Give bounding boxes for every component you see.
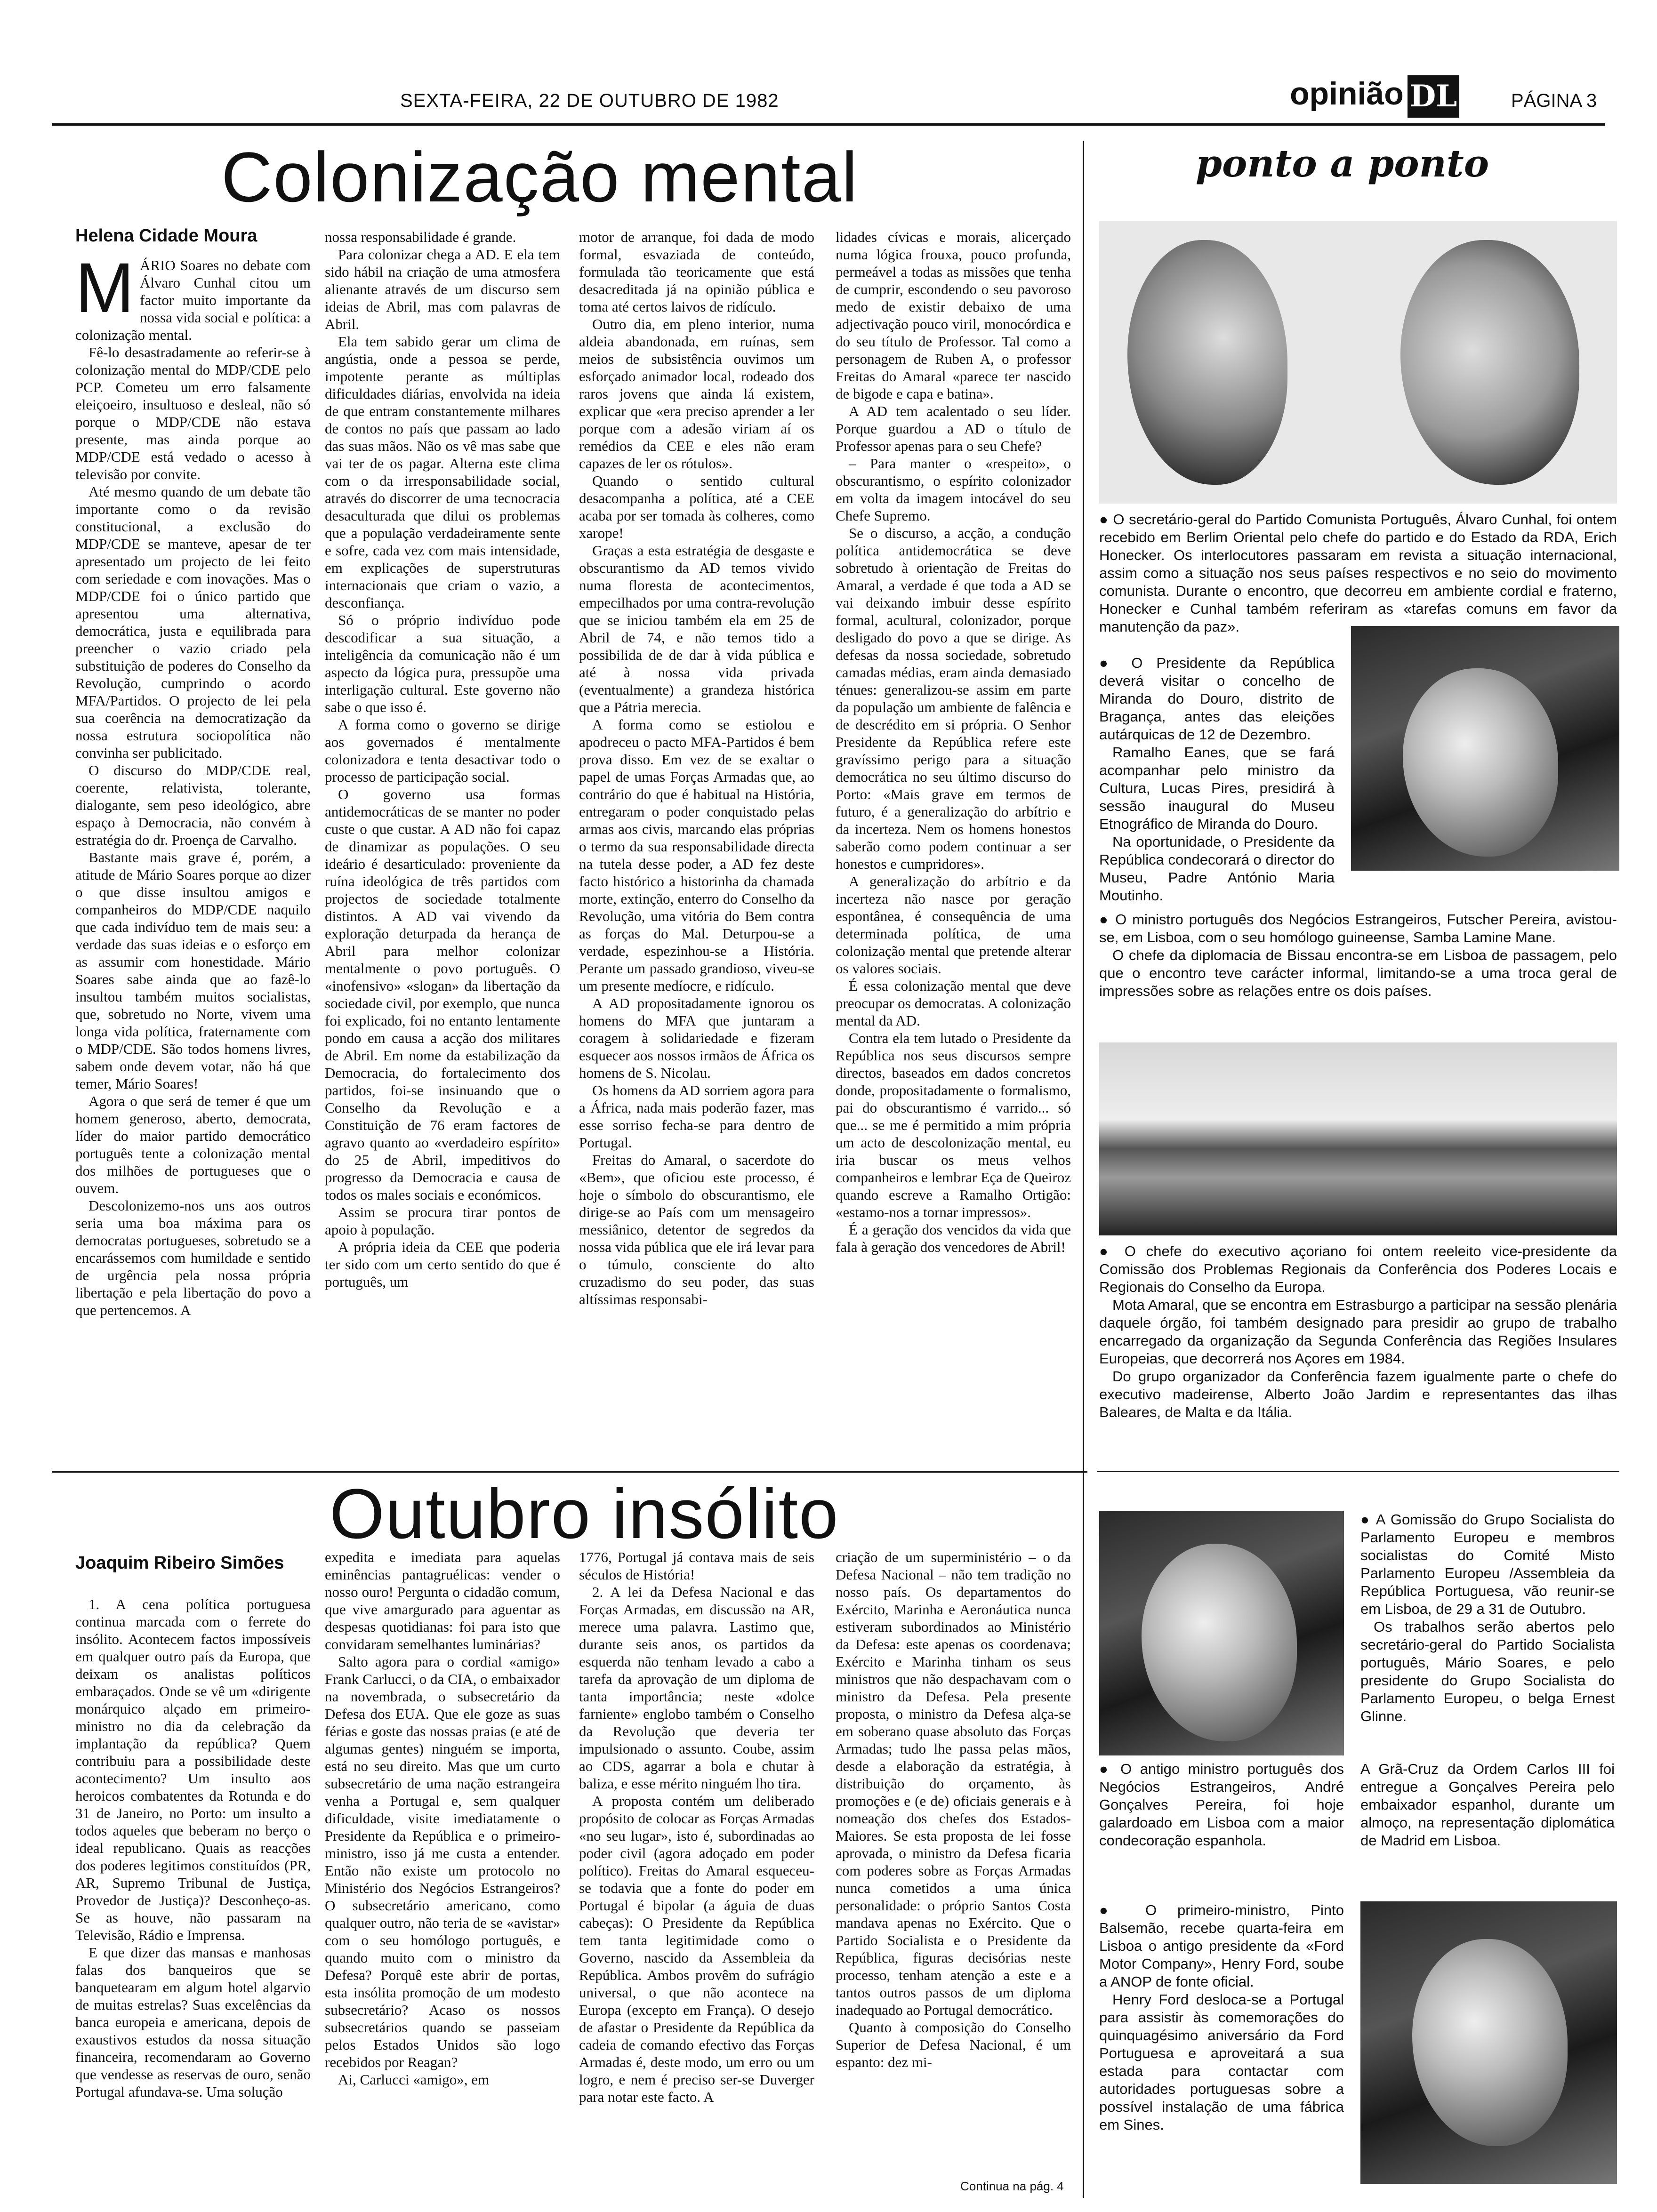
article1-col4: lidades cívicas e morais, alicerçado numa lógica frouxa, pouco profunda, permeável a todas as missões que tenha de cumprir, escondendo o seu pavoroso medo de existir debaixo de uma adjectivação pouco viril, monocórdica e do seu título de Professor. Tal como a personagem de Ruben A, o professor Freitas do Amaral «parece ter nascido de bigode e capa e batina». A AD tem acalentado o seu líder. Porque guardou a AD o título de Professor apenas para o seu Chefe? – Para manter o «respeito», o obscurantismo, o espírito colonizador em volta da imagem intocável do seu Chefe Supremo. Se o discurso, a acção, a condução política antidemocrática se deve sobretudo à orientação de Freitas do Amaral, a verdade é que toda a AD se vai deixando imbuir desse espírito formal, acultural, colonizador, porque desligado do povo a que se dirige. As defesas da nossa sociedade, sobretudo camadas médias, eram ainda demasiado ténues: generalizou-se assim em parte da população um ambiente de falência e de descrédito em si própria. O Senhor Presidente da República refere este gravíssimo perigo para a situação democrática no seu último discurso do Porto: «Mais grave em termos de futuro, é a generalização do arbítrio e da incerteza. Nem os homens honestos saberão como podem continuar a ser honestos e cumpridores». A generalização do arbítrio e da incerteza não nasce por geração espontânea, é consequência de uma determinada política, de uma colonização mental que pretende alterar os valores sociais. É essa colonização mental que deve preocupar os democratas. A colonização mental da AD. Contra ela tem lutado o Presidente da República nos seus discursos sempre directos, baseados em dados concretos donde, propositadamente o formalismo, pai do obscurantismo é varrido... só que... se me é permitido a mim própria um acto de descolonização mental, eu iria buscar os meus velhos companheiros e lembrar Eça de Queiroz quando escreve a Ramalho Ortigão: «estamo-nos a tornar impressos». É a geração dos vencidos da vida que fala à geração dos vencedores de Abril! [836,229,1071,1255]
masthead-rule [52,123,1605,126]
sidebar-item: ● O Presidente da República deverá visitar o concelho de Miranda do Douro, distrito de Bragança, antes das eleições autárquicas de 12 de Dezembro. Ramalho Eanes, que se fará acompanhar pelo ministro da Cultura, Lucas Pires, presidirá à sessão inaugural do Museu Etnográfico de Miranda do Douro. Na oportunidade, o Presidente da República condecorará o director do Museu, Padre António Maria Moutinho. [1099,655,1335,904]
sidebar-item: ● O primeiro-ministro, Pinto Balsemão, recebe quarta-feira em Lisboa o antigo presidente da «Ford Motor Company», Henry Ford, soube a ANOP de fonte oficial. Henry Ford desloca-se a Portugal para assistir às comemorações do quinquagésimo aniversário da Ford Portuguesa e aproveitará a sua estada para contactar com autoridades portuguesas sobre a possível instalação de uma fábrica em Sines. [1099,1902,1344,2133]
cunhal-honecker-photo [1099,221,1617,504]
sidebar-title: ponto a ponto [1196,141,1489,185]
sidebar-divider [1083,141,1084,2198]
continued-note: Continua na pág. 4 [960,2179,1064,2193]
sidebar-item: ● A Gomissão do Grupo Socialista do Parlamento Europeu e membros socialistas do Comité Misto Parlamento Europeu /Assembleia da República Portuguesa, vão reunir-se em Lisboa, de 29 a 31 de Outubro. Os trabalhos serão abertos pelo secretário-geral do Partido Socialista português, Mário Soares, e pelo presidente do Grupo Socialista do Parlamento Europeu, o belga Ernest Glinne. [1360,1511,1615,1724]
sidebar-item: A Grã-Cruz da Ordem Carlos III foi entregue a Gonçalves Pereira pelo embaixador espanhol, durante um almoço, na representação diplomática de Madrid em Lisboa. [1360,1761,1615,1849]
article-divider [52,1471,1087,1473]
article1-author: Helena Cidade Moura [75,226,257,246]
article2-col4: criação de um superministério – o da Defesa Nacional – não tem tradição no nosso país. Os departamentos do Exército, Marinha e Aeronáutica nunca estiveram subordinados ao Ministério da Defesa: este apenas os coordenava; Exército e Marinha tinham os seus ministros que não despachavam com o ministro da Defesa. Pela presente proposta, o ministro da Defesa alça-se em soberano quase absoluto das Forças Armadas; tudo lhe passa pelas mãos, desde a elaboração da estratégia, à distribuição do orçamento, às promoções e (e de) oficiais generais e à nomeação dos chefes dos Estados-Maiores. Se esta proposta de lei fosse aprovada, o ministro da Defesa ficaria com poderes sobre as Forças Armadas nunca cometidos a uma única personalidade: o próprio Santos Costa mandava apenas no Exército. Que o Partido Socialista e o Presidente da República, figuras decisórias neste processo, tenham atenção a este e a tantos outros passos de um diploma inadequado ao Portugal democrático. Quanto à composição do Conselho Superior de Defesa Nacional, é um espanto: dez mi- [836,1549,1071,2070]
building-photo [1099,1042,1617,1235]
article2-col3: 1776, Portugal já contava mais de seis séculos de História! 2. A lei da Defesa Nacional e das Forças Armadas, em discussão na AR, merece uma palavra. Lastimo que, durante seis anos, os partidos da esquerda não tenham levado a cabo a tarefa da aprovação de um diploma de tanta importância; neste «dolce farniente» englobo também o Conselho da Revolução que deveria ter impulsionado o assunto. Coube, assim ao CDS, agarrar a bola e chutar à baliza, e esse mérito ninguém lho tira. A proposta contém um deliberado propósito de colocar as Forças Armadas «no seu lugar», isto é, subordinadas ao poder civil (agora adoçado em poder político). Freitas do Amaral esqueceu-se todavia que a fonte do poder em Portugal é bipolar (a águia de duas cabeças): O Presidente da República tem tanta legitimidade como o Governo, nascido da Assembleia da República. Ambos provêm do sufrágio universal, o que não acontece na Europa (excepto em França). O desejo de afastar o Presidente da República da cadeia de comando efectivo das Forças Armadas é, deste modo, um erro ou um logro, e nem é preciso ser-se Duverger para notar este facto. A [579,1549,814,2105]
article2-col2: expedita e imediata para aquelas eminências pantagruélicas: vender o nosso ouro! Pergunta o cidadão comum, que vive amargurado para aguentar as despesas quotidianas: foi para isto que convidaram semelhantes luminárias? Salto agora para o cordial «amigo» Frank Carlucci, o da CIA, o embaixador na novembrada, o subsecretário da Defesa dos EUA. Que ele goze as suas férias e goste das nossas praias (e até de algumas gentes) ninguém se importa, está no seu direito. Mas que um curto subsecretário de uma nação estrangeira venha a Portugal e, sem qualquer dificuldade, visite imediatamente o Presidente da República e o primeiro-ministro, isso já me custa a entender. Então não existe um protocolo no Ministério dos Negócios Estrangeiros? O subsecretário americano, como qualquer outro, não teria de se «avistar» com o seu homólogo português, e quando muito com o ministro da Defesa? Porquê este abrir de portas, esta insólita promoção de um modesto subsecretário? Acaso os nossos subsecretários quando se passeiam pelos Estados Unidos são logo recebidos por Reagan? Ai, Carlucci «amigo», em [325,1549,560,2088]
section-name: opinião [1290,76,1404,112]
article2-col1: 1. A cena política portuguesa continua marcada com o ferrete do insólito. Acontecem factos impossíveis em qualquer outro país da Europa, que deixam os analistas políticos embaraçados. Onde se vê um «dirigente monárquico alçado em primeiro-ministro no dia da celebração da implantação da república? Quem contribuiu para a possibilidade deste acontecimento? Um insulto aos heroicos combatentes da Rotunda e do 31 de Janeiro, no Porto: um insulto a todos aqueles que beberam no berço o ideal republicano. Quais as reacções dos poderes legitimos constituídos (PR, AR, Supremo Tribunal de Justiça, Provedor de Justiça)? Desconheço-as. Se as houve, não passaram na Televisão, Rádio e Imprensa. E que dizer das mansas e manhosas falas dos banqueiros que se banquetearam em algum hotel algarvio de muitas estrelas? Suas excelências da banca europeia e americana, depois de exaustivos estudos da nossa situação financeira, recomendaram ao Governo que vendesse as reservas de ouro, senão Portugal afundava-se. Uma solução [75,1596,311,2100]
sidebar-item: ● O secretário-geral do Partido Comunista Português, Álvaro Cunhal, foi ontem recebido em Berlim Oriental pelo chefe do partido e do Estado da RDA, Erich Honecker. Os interlocutores passaram em revista a situação internacional, assim como a situação nos seus países respectivos e no seio do movimento comunista. Durante o encontro, que decorreu em ambiente cordial e fraterno, Honecker e Cunhal também referiram as «tarefas comuns em favor da manutenção da paz». [1099,511,1617,635]
goncalves-pereira-photo [1099,1511,1344,1755]
balsemao-photo [1360,1901,1617,2184]
issue-date: SEXTA-FEIRA, 22 DE OUTUBRO DE 1982 [400,90,779,111]
eanes-photo [1351,626,1619,871]
sidebar-item: ● O antigo ministro português dos Negócios Estrangeiros, André Gonçalves Pereira, foi hoje galardoado em Lisboa com a maior condecoração espanhola. [1099,1761,1344,1849]
sidebar-rule [1097,1471,1619,1472]
article1-col2: nossa responsabilidade é grande. Para colonizar chega a AD. E ela tem sido hábil na criação de uma atmosfera alienante através de um discurso sem ideias de Abril, mas com palavras de Abril. Ela tem sabido gerar um clima de angústia, onde a pessoa se perde, impotente perante as múltiplas dificuldades diárias, envolvida na ideia de que entram constantemente milhares de contos no país que passam ao lado das suas mãos. Não os vê mas sabe que vai ter de os pagar. Alterna este clima com o da irresponsabilidade social, através do discorrer de uma tecnocracia desaculturada que dilui os problemas que a população verdadeiramente sente e sofre, cada vez com mais intensidade, em explicações de superstruturas internacionais que criam o vazio, a desconfiança. Só o próprio indivíduo pode descodificar a sua situação, a inteligência da comunicação não é um aspecto da lógica pura, pressupõe uma interligação cultural. Este governo não sabe o que isso é. A forma como o governo se dirige aos governados é mentalmente colonizadora e tenta desactivar todo o processo de participação social. O governo usa formas antidemocráticas de se manter no poder custe o que custar. A AD não foi capaz de dinamizar as populações. O seu ideário é desarticulado: proveniente da ruína ideológica de três partidos com projectos de sociedade totalmente distintos. A AD vai vivendo da exploração deturpada da herança de Abril para melhor colonizar mentalmente o povo português. O «inofensivo» «slogan» da libertação da sociedade civil, por exemplo, que nunca foi explicado, foi no entanto lentamente pondo em causa a acção dos militares de Abril. Em nome da estabilização da Democracia, do fortalecimento dos partidos, foi-se insinuando que o Conselho da Revolução e a Constituição de 76 eram factores de agravo quanto ao «verdadeiro espírito» do 25 de Abril, impeditivos do progresso da Democracia e causa de todos os males sociais e económicos. Assim se procura tirar pontos de apoio à população. A própria ideia da CEE que poderia ter sido com um certo sentido do que é português, um [325,229,560,1290]
newspaper-logo: DL [1408,75,1459,118]
article1-title: Colonização mental [221,137,859,216]
article1-col3: motor de arranque, foi dada de modo formal, esvaziada de conteúdo, formulada tão teoricamente que está desacreditada já na opinião pública e toma até certos laivos de ridículo. Outro dia, em pleno interior, numa aldeia abandonada, em ruínas, sem meios de subsistência ouvimos um esforçado animador local, rodeado dos raros jovens que ainda lá existem, explicar que «era preciso aprender a ler porque com a adesão viriam aí os remédios da CEE e eles não eram capazes de ler os rótulos». Quando o sentido cultural desacompanha a política, até a CEE acaba por ser tomada às colheres, como xarope! Graças a esta estratégia de desgaste e obscurantismo da AD temos vivido numa floresta de acontecimentos, empecilhados por uma contra-revolução que se iniciou também ela em 25 de Abril de 74, e não temos tido a possibilida de de dar à vida pública e até à nossa vida privada (eventualmente) a grandeza histórica que a Pátria merecia. A forma como se estiolou e apodreceu o pacto MFA-Partidos é bem prova disso. Em vez de se exaltar o papel de umas Forças Armadas que, ao contrário do que é habitual na História, entregaram o poder conquistado pelas armas aos civis, marcando elas próprias o termo da sua responsabilidade directa na tutela desse poder, a AD fez deste facto histórico a historinha da chamada morte, extinção, enterro do Conselho da Revolução, uma vitória do Bem contra as forças do Mal. Deturpou-se a verdade, espezinhou-se a História. Perante um passado grandioso, viveu-se um presente medíocre, e ridículo. A AD propositadamente ignorou os homens do MFA que juntaram a coragem à solidariedade e fizeram esquecer aos nossos irmãos de África os homens de S. Nicolau. Os homens da AD sorriem agora para a África, nada mais poderão fazer, mas esse sorriso fecha-se para dentro de Portugal. Freitas do Amaral, o sacerdote do «Bem», que oficiou este processo, é hoje o símbolo do obscurantismo, ele dirige-se ao País com um mensageiro messiânico, detentor de segredos da nossa vida pública que ele irá levar para o túmulo, consciente do alto cruzadismo do seu poder, das suas altíssimas responsabi- [579,229,814,1307]
sidebar-item: ● O chefe do executivo açoriano foi ontem reeleito vice-presidente da Comissão dos Problemas Regionais da Conferência dos Poderes Locais e Regionais do Conselho da Europa. Mota Amaral, que se encontra em Estrasburgo a participar na sessão plenária daquele órgão, foi também designado para presidir ao grupo de trabalho encarregado da organização da Segunda Conferência das Regiões Insulares Europeias, que decorrerá nos Açores em 1984. Do grupo organizador da Conferência fazem igualmente parte o chefe do executivo madeirense, Alberto João Jardim e representantes das ilhas Baleares, de Malta e da Itália. [1099,1243,1617,1420]
page-number: PÁGINA 3 [1511,90,1597,111]
article1-col1: M ÁRIO Soares no debate com Álvaro Cunhal citou um factor muito importante da nossa vida social e política: a colonização mental. Fê-lo desastradamente ao referir-se à colonização mental do MDP/CDE pelo PCP. Cometeu um erro falsamente eleiçoeiro, insultuoso e desleal, não só porque o MDP/CDE não estava presente, mas ainda porque ao MDP/CDE está vedado o acesso à televisão por convite. Até mesmo quando de um debate tão importante como o da revisão constitucional, a exclusão do MDP/CDE se manteve, apesar de ter apresentado um projecto de lei feito com seriedade e com inovações. Mas o MDP/CDE foi o único partido que apresentou uma alternativa, democrática, justa e equilibrada para preencher o vazio criado pela substituição de poderes do Conselho da Revolução, cumprindo o acordo MFA/Partidos. O projecto de lei pela sua coerência na democratização da nossa estrutura sociopolítica não convinha ser publicitado. O discurso do MDP/CDE real, coerente, relativista, tolerante, dialogante, sem peso ideológico, abre espaço à Democracia, não convém à estratégia do dr. Proença de Carvalho. Bastante mais grave é, porém, a atitude de Mário Soares porque ao dizer o que disse insultou amigos e companheiros do MDP/CDE naquilo que cada indivíduo tem de mais seu: a verdade das suas ideias e o esforço em as assumir com honestidade. Mário Soares sabe ainda que ao fazê-lo insultou também muitos socialistas, que, sobretudo no Norte, vivem uma longa vida política, fraternamente com o MDP/CDE. São todos homens livres, sabem onde devem votar, não há que temer, Mário Soares! Agora o que será de temer é que um homem generoso, aberto, democrata, líder do maior partido democrático português tente a colonização mental dos milhões de portugueses que o ouvem. Descolonizemo-nos uns aos outros seria uma boa máxima para os democratas portugueses, sobretudo se a encarássemos com humildade e sentido de urgência pela nossa própria libertação e pela libertação do povo a que pertencemos. A [75,256,311,1318]
drop-cap: M [75,256,134,327]
sidebar-item: ● O ministro português dos Negócios Estrangeiros, Futscher Pereira, avistou-se, em Lisboa, com o seu homólogo guineense, Samba Lamine Mane. O chefe da diplomacia de Bissau encontra-se em Lisboa de passagem, pelo que o encontro teve carácter informal, limitando-se a uma troca geral de impressões sobre as relações entre os dois países. [1099,911,1617,999]
article2-title: Outubro insólito [330,1474,839,1553]
article2-author: Joaquim Ribeiro Simões [75,1553,284,1573]
